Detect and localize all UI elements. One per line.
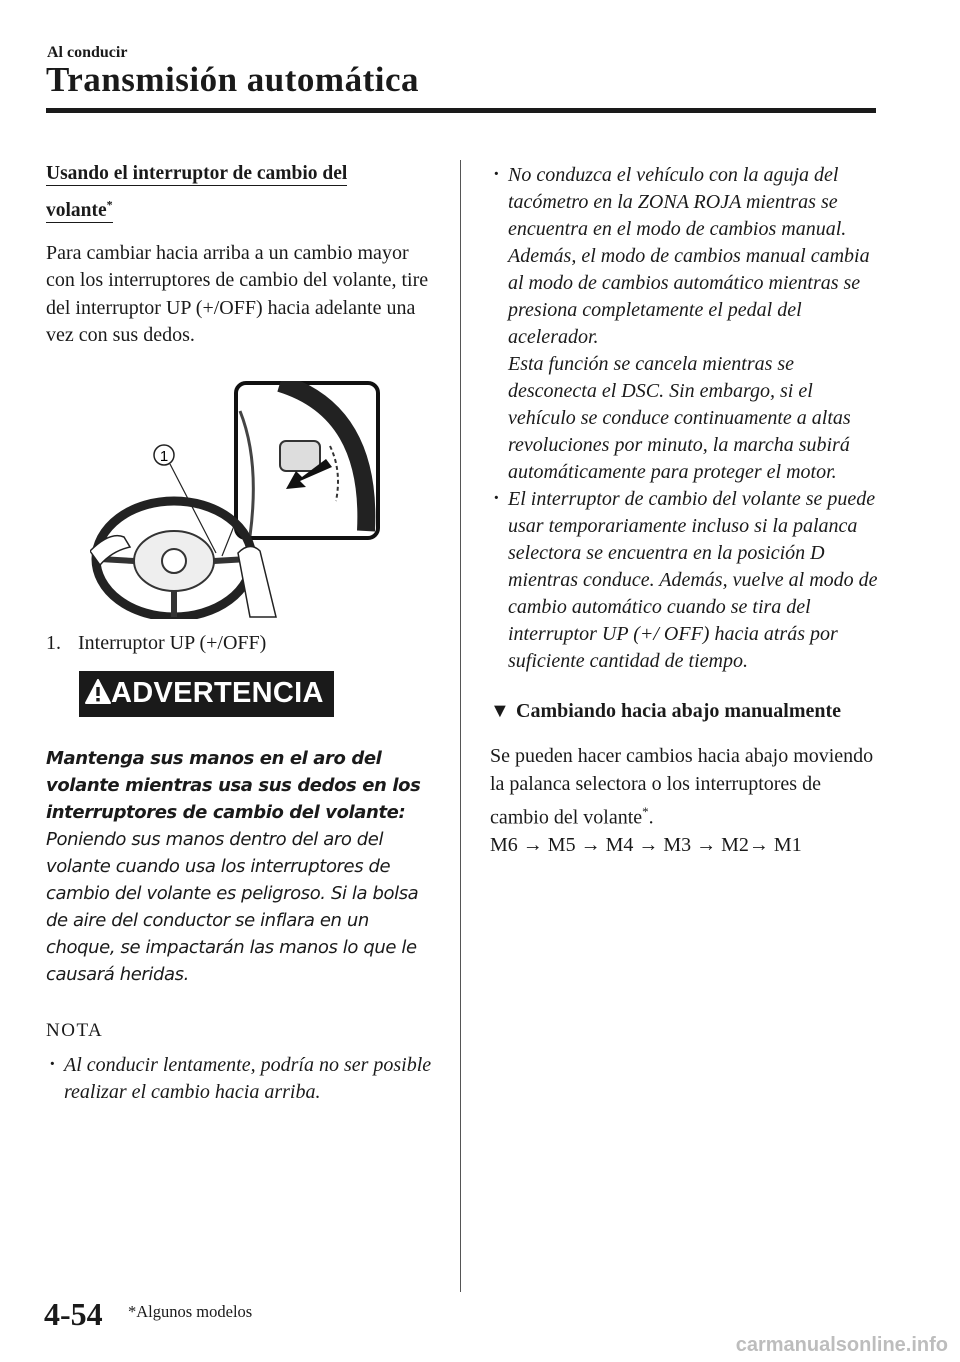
column-divider: [460, 160, 461, 1292]
heading-line-1: Usando el interruptor de cambio del: [46, 163, 348, 184]
warning-body-text: Poniendo sus manos dentro del aro del volante cuando usa los interruptores de cambio del volante es peligroso. Si la bolsa de aire del conductor se inflara en un choque, se impactarán las manos lo que le causará heridas.: [46, 828, 419, 985]
steering-wheel-illustration: [90, 381, 440, 619]
heading-asterisk: *: [106, 197, 113, 211]
nota-item: · El interruptor de cambio del volante se puede usar temporariamente incluso si la palanca selectora se encuentra en la posición D mientras conduce. Además, vuelve al modo de cambio automático cuando se tira del interruptor UP (+/ OFF) hacia atrás por suficiente cantidad de tiempo.: [490, 486, 878, 675]
downshift-end: .: [648, 806, 654, 829]
left-column: [46, 158, 438, 1106]
wheel-logo: [162, 549, 186, 573]
nota-item-continuation: Esta función se cancela mientras se desconecta el DSC. Sin embargo, si el vehículo se conduce continuamente a altas revoluciones por minuto, la marcha subirá automáticamente para proteger el motor.: [508, 353, 851, 483]
subsection-heading: [490, 697, 878, 725]
figure-caption: [46, 629, 438, 657]
section-label: Al conducir: [47, 44, 128, 61]
subsection-title: Cambiando hacia abajo manualmente: [516, 700, 842, 722]
callout-number: 1: [159, 447, 169, 465]
footnote: *Algunos modelos: [128, 1302, 253, 1321]
inset-switch: [280, 441, 320, 471]
nota-list-left: [46, 1052, 438, 1106]
gear-sequence: M6 → M5 → M4 → M3 → M2→ M1: [490, 834, 802, 857]
intro-paragraph: Para cambiar hacia arriba a un cambio mayor con los interruptores de cambio del volante, tire del interruptor UP (+/OFF) hacia adelante una vez con sus dedos.: [46, 241, 429, 346]
warning-triangle-icon: [85, 679, 111, 707]
heading-line-2-text: volante: [46, 199, 107, 221]
section-heading: [46, 158, 438, 226]
caption-text: Interruptor UP (+/OFF): [78, 631, 267, 654]
warning-label: ADVERTENCIA: [111, 677, 324, 709]
nota-list-right: [490, 162, 878, 675]
nota-item: [490, 162, 878, 486]
steering-wheel-figure: [90, 381, 440, 619]
right-column: [490, 158, 878, 860]
downshift-text: Se pueden hacer cambios hacia abajo moviendo la palanca selectora o los interruptores de cambio del volante: [490, 745, 874, 829]
right-hand: [238, 546, 276, 617]
page-title: Transmisión automática: [46, 60, 419, 99]
downshift-paragraph: [490, 743, 878, 860]
page-number: 4-54: [44, 1296, 103, 1332]
header-rule: [46, 108, 876, 113]
caption-number: 1.: [46, 631, 61, 654]
warning-bold-text: Mantenga sus manos en el aro del volante mientras usa sus dedos en los interruptores de cambio del volante:: [46, 747, 421, 823]
triangle-down-icon: ▼: [490, 700, 510, 722]
nota-item: · Al conducir lentamente, podría no ser posible realizar el cambio hacia arriba.: [46, 1052, 438, 1106]
warning-badge: [79, 671, 334, 717]
heading-line-2: [46, 197, 113, 223]
watermark: carmanualsonline.info: [735, 1334, 948, 1356]
warning-text: [46, 745, 438, 988]
nota-label: NOTA: [46, 1019, 104, 1041]
downshift-asterisk: *: [642, 804, 649, 819]
nota-item-text: No conduzca el vehículo con la aguja del tacómetro en la ZONA ROJA mientras se encuentra en el modo de cambios manual. Además, el modo de cambios manual cambia al modo de cambios automático mientras se presiona completamente el pedal del acelerador.: [508, 164, 870, 348]
